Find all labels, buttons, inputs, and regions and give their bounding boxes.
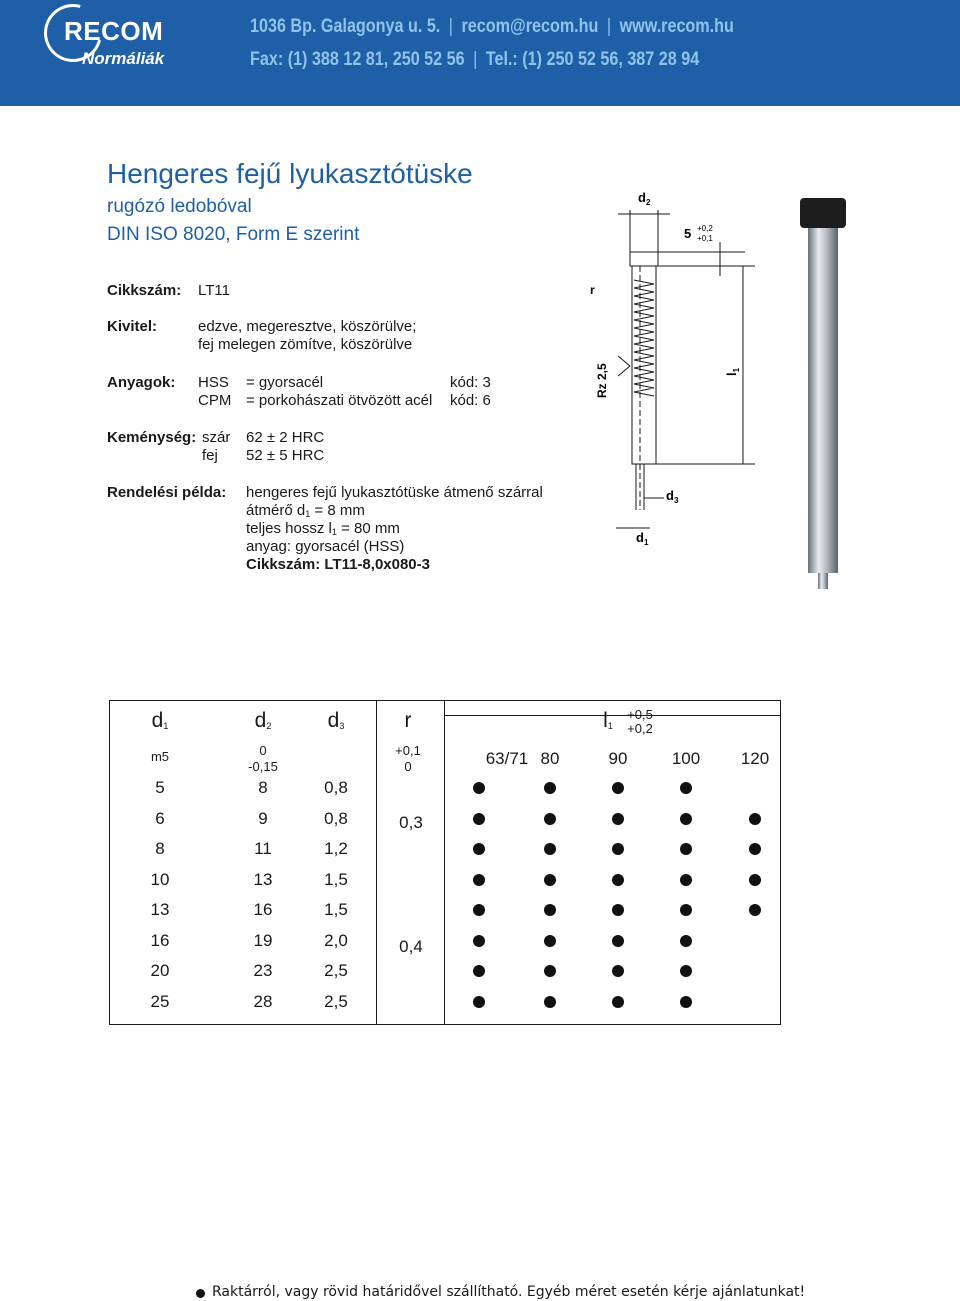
availability-dot — [680, 935, 692, 947]
cell-d2: 16 — [253, 900, 273, 919]
availability-dot — [680, 904, 692, 916]
order-line-1: hengeres fejű lyukasztótüske átmenő szárral — [246, 484, 543, 501]
cell-d1: 8 — [155, 839, 165, 858]
address: 1036 Bp. Galagonya u. 5. — [250, 16, 441, 37]
l1-label: $l_1$ — [724, 367, 741, 376]
contact-line-1: 1036 Bp. Galagonya u. 5. | recom@recom.hu | www.recom.hu — [250, 16, 734, 37]
availability-dot — [473, 782, 485, 794]
article-value: LT11 — [198, 282, 230, 299]
web-link[interactable]: www.recom.hu — [619, 16, 734, 37]
logo-subtitle: Normáliák — [82, 49, 165, 68]
header-d3: $d_3$ — [327, 709, 345, 732]
length-header: 80 — [540, 749, 560, 768]
length-header: 90 — [608, 749, 628, 768]
finish-line-2: fej melegen zömítve, köszörülve — [198, 336, 413, 353]
availability-dot — [612, 874, 624, 886]
tol-d2-upper: 0 — [259, 743, 267, 758]
order-line-2: átmérő $d_1 = 8$ mm — [246, 502, 365, 519]
fax: Fax: (1) 388 12 81, 250 52 56 — [250, 49, 465, 70]
availability-dot — [749, 874, 761, 886]
cell-d1: 6 — [155, 808, 165, 828]
cell-d2: 23 — [253, 961, 273, 980]
availability-dot — [612, 965, 624, 977]
availability-dot — [544, 782, 556, 794]
cell-d1: 20 — [150, 961, 170, 980]
availability-dot — [544, 965, 556, 977]
d3-label: $d_3$ — [666, 488, 679, 505]
availability-dot — [473, 996, 485, 1008]
cell-d2: 28 — [253, 991, 273, 1011]
cell-d3: 1,5 — [324, 900, 348, 919]
phone: Tel.: (1) 250 52 56, 387 28 94 — [485, 49, 700, 70]
table-divider — [376, 701, 377, 1024]
cell-d1: 13 — [150, 900, 170, 919]
logo-text: RECOM — [64, 16, 164, 46]
availability-dot — [473, 813, 485, 825]
roughness-label: Rz 2,5 — [595, 363, 609, 398]
header-d1: $d_1$ — [151, 709, 169, 732]
availability-dot — [612, 935, 624, 947]
l1-tol-lower: +0,2 — [627, 721, 653, 736]
order-line-4: anyag: gyorsacél (HSS) — [246, 538, 405, 555]
availability-dot — [680, 782, 692, 794]
order-line-5: Cikkszám: LT11-8,0x080-3 — [246, 556, 430, 573]
email-link[interactable]: recom@recom.hu — [461, 16, 599, 37]
hardness-part: szár — [202, 429, 231, 446]
length-header: 100 — [671, 749, 701, 768]
hardness-value: 52 ± 5 HRC — [246, 447, 325, 464]
cell-d1: 25 — [150, 991, 170, 1011]
cell-d3: 2,5 — [324, 991, 348, 1011]
length-header: 120 — [740, 749, 770, 768]
page-header — [0, 0, 960, 106]
availability-dot — [544, 843, 556, 855]
order-line-3: teljes hossz $l_1 = 80$ mm — [246, 520, 400, 537]
availability-dot — [612, 904, 624, 916]
photo-head — [800, 198, 846, 228]
material-name: HSS — [198, 374, 229, 391]
subtitle-ejector: rugózó ledobóval — [107, 196, 252, 217]
materials-label: Anyagok: — [107, 374, 176, 391]
cell-d3: 1,2 — [324, 839, 348, 858]
availability-dot — [473, 935, 485, 947]
bullet-icon — [196, 1289, 205, 1298]
cell-d3: 0,8 — [324, 808, 348, 828]
material-desc: = gyorsacél — [246, 374, 324, 391]
header-d2: $d_2$ — [254, 709, 272, 732]
cell-d1: 16 — [150, 930, 170, 950]
availability-dot — [473, 965, 485, 977]
technical-drawing — [560, 180, 960, 620]
cell-d3: 1,5 — [324, 869, 348, 889]
availability-dot — [612, 843, 624, 855]
surface-mark — [618, 356, 630, 376]
cell-d2: 9 — [258, 808, 268, 828]
dimensions-table — [109, 700, 781, 1025]
availability-dot — [680, 813, 692, 825]
availability-dot — [612, 996, 624, 1008]
material-code: kód: 3 — [450, 374, 491, 391]
availability-dot — [544, 904, 556, 916]
cell-d1: 5 — [155, 778, 165, 797]
hardness-part: fej — [202, 447, 218, 464]
cell-d1: 10 — [150, 869, 170, 889]
material-code: kód: 6 — [450, 392, 491, 409]
cell-d3: 2,5 — [324, 961, 348, 980]
punch-photo — [800, 198, 846, 589]
cell-d2: 19 — [253, 930, 273, 950]
cell-d3: 2,0 — [324, 930, 348, 950]
footer-note: Raktárról, vagy rövid határidővel szállítható. Egyéb méret esetén kérje ajánlatunkat! — [212, 1284, 806, 1300]
availability-dot — [749, 813, 761, 825]
page-title: Hengeres fejű lyukasztótüske — [107, 158, 473, 189]
d2-label: $d_2$ — [638, 190, 651, 207]
availability-dot — [473, 874, 485, 886]
contact-line-2: Fax: (1) 388 12 81, 250 52 56 | Tel.: (1) 250 52 56, 387 28 94 — [250, 49, 700, 70]
availability-dot — [544, 874, 556, 886]
availability-dot — [544, 813, 556, 825]
head-tol-upper: +0,2 — [697, 224, 713, 233]
article-label: Cikkszám: — [107, 282, 182, 299]
tol-d2-lower: -0,15 — [248, 759, 278, 774]
cell-d2: 11 — [254, 839, 272, 858]
tol-d1: m5 — [150, 749, 170, 764]
photo-tip — [818, 573, 828, 589]
tol-r-lower: 0 — [404, 759, 412, 774]
order-example-label: Rendelési példa: — [107, 484, 227, 501]
cell-d3: 0,8 — [324, 778, 348, 797]
table-divider — [444, 701, 445, 1024]
r-group-2: 0,4 — [399, 937, 423, 956]
tol-r-upper: +0,1 — [395, 743, 421, 758]
material-desc: = porkohászati ötvözött acél — [246, 392, 433, 409]
length-header: 63/71 — [485, 749, 529, 768]
availability-dot — [749, 843, 761, 855]
availability-dot — [473, 904, 485, 916]
availability-dot — [680, 843, 692, 855]
availability-dot — [473, 843, 485, 855]
spring — [634, 280, 654, 396]
header-l1: $l_1$ — [603, 709, 613, 732]
availability-dot — [612, 782, 624, 794]
availability-dot — [749, 904, 761, 916]
finish-label: Kivitel: — [107, 318, 158, 335]
photo-shank — [808, 228, 838, 573]
availability-dot — [544, 935, 556, 947]
availability-dot — [680, 996, 692, 1008]
cell-d2: 13 — [253, 869, 273, 889]
header-r: r — [404, 709, 412, 732]
head-tol-lower: +0,1 — [697, 234, 713, 243]
head-length-label: 5 — [684, 226, 692, 241]
hardness-label: Keménység: — [107, 429, 197, 446]
material-name: CPM — [198, 392, 232, 409]
subtitle-standard: DIN ISO 8020, Form E szerint — [107, 224, 360, 245]
l1-tol-upper: +0,5 — [627, 707, 653, 722]
cell-d2: 8 — [258, 778, 268, 797]
finish-line-1: edzve, megeresztve, köszörülve; — [198, 318, 417, 335]
availability-dot — [680, 965, 692, 977]
r-group-1: 0,3 — [399, 813, 423, 832]
punch-head — [630, 252, 658, 266]
availability-dot — [544, 996, 556, 1008]
hardness-value: 62 ± 2 HRC — [246, 429, 325, 446]
availability-dot — [612, 813, 624, 825]
radius-label: r — [590, 283, 595, 297]
d1-label: $d_1$ — [636, 530, 649, 547]
availability-dot — [680, 874, 692, 886]
